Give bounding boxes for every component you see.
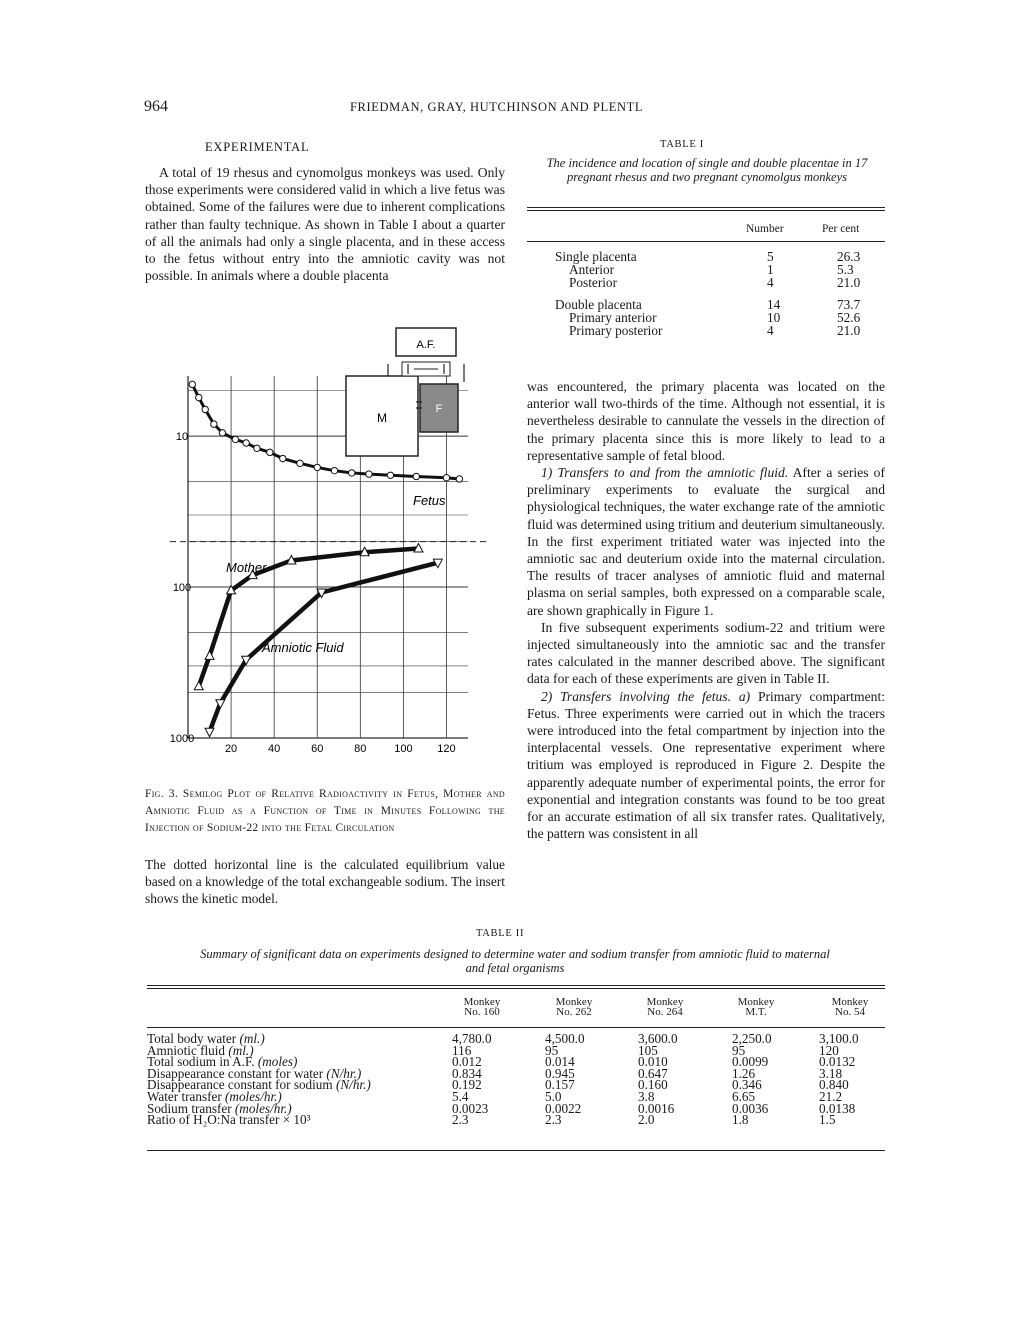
paragraph-heading: 1) Transfers to and from the amniotic fluid. xyxy=(541,465,789,481)
table-2-cell: 116 xyxy=(452,1042,472,1058)
table-2-cell: 1.8 xyxy=(732,1112,749,1128)
data-point-circle xyxy=(202,406,208,412)
data-point-circle xyxy=(219,430,225,436)
table-2-rule xyxy=(147,1150,885,1151)
table-2-cell: 0.647 xyxy=(638,1065,668,1081)
table-row xyxy=(555,324,897,337)
table-2-column-header xyxy=(635,997,695,1017)
table-2-cell: 2.3 xyxy=(545,1112,562,1128)
table-2-cell: 2.0 xyxy=(638,1112,655,1128)
row-label-text: Disappearance constant for water xyxy=(147,1065,324,1081)
data-point-circle xyxy=(189,381,195,387)
inset-af-label: A.F. xyxy=(416,339,436,351)
table-2-cell: 4,500.0 xyxy=(545,1031,585,1046)
header-line: Monkey xyxy=(831,996,869,1008)
data-point-circle xyxy=(387,472,393,478)
table-2-cell: 0.346 xyxy=(732,1077,762,1093)
table-2-cell: 5.4 xyxy=(452,1089,469,1104)
table-2-cell: 0.0016 xyxy=(638,1100,675,1116)
header-line: No. 264 xyxy=(647,1006,683,1018)
table-2-cell: 95 xyxy=(545,1042,559,1058)
paragraph: was encountered, the primary placenta was located on the anterior wall two-thirds of the time. Although not essential, it is nevertheless desirable to cannulate the vessels in the direction of the primary placenta since this is more likely to lead to a representative sample of fetal blood. xyxy=(527,379,885,463)
x-tick-label: 120 xyxy=(437,743,456,755)
amniotic-fluid-label: Amniotic Fluid xyxy=(262,640,344,655)
data-point-circle xyxy=(366,471,372,477)
table-2-cell: 21.2 xyxy=(819,1089,843,1104)
table-2-cell: 0.0022 xyxy=(545,1100,582,1116)
table-2-cell: 0.0036 xyxy=(732,1100,769,1116)
table-2-column-header xyxy=(820,997,880,1017)
data-point-circle xyxy=(280,455,286,461)
table-1-title: TABLE I xyxy=(660,139,705,150)
paragraph-transfers-fetus xyxy=(527,688,885,843)
table-row xyxy=(555,276,897,289)
table-2-cell: 0.014 xyxy=(545,1054,575,1070)
figure-3-semilog-plot xyxy=(170,326,500,774)
table-2-row-label xyxy=(147,1114,311,1126)
paragraph-heading: 2) Transfers involving the fetus. xyxy=(541,688,732,704)
paragraph-subheading: a) xyxy=(738,688,751,704)
table-cell-label: Single placenta xyxy=(555,249,637,264)
figure-caption: Fig. 3. Semilog Plot of Relative Radioactivity in Fetus, Mother and Amniotic Fluid as a Function of Time in Minutes Following the Injection of Sodium-22 into the Fetal Circulation xyxy=(145,788,505,834)
table-2-cell: 3.18 xyxy=(819,1065,843,1081)
table-1-rule xyxy=(527,210,885,211)
table-1 xyxy=(555,250,897,337)
table-2-cell: 0.012 xyxy=(452,1054,482,1070)
paragraph: In five subsequent experiments sodium-22 and tritium were injected simultaneously into the amniotic sac and the transfer rates calculated in the manner described above. The significant data for each of these experiments are given in Table II. xyxy=(527,619,885,687)
data-point-circle xyxy=(314,464,320,470)
header-line: No. 262 xyxy=(556,1006,592,1018)
header-line: Monkey xyxy=(646,996,684,1008)
table-2-cell: 3,600.0 xyxy=(638,1031,678,1046)
table-2-cell: 2.3 xyxy=(452,1112,469,1128)
table-1-col-percent: Per cent xyxy=(822,223,860,235)
header-line: Monkey xyxy=(737,996,775,1008)
x-tick-label: 60 xyxy=(311,743,324,755)
table-2-cell: 3.8 xyxy=(638,1089,655,1104)
table-2-rule xyxy=(147,985,885,986)
data-point-circle xyxy=(443,474,449,480)
data-point-circle xyxy=(297,460,303,466)
table-2-rule xyxy=(147,1027,885,1028)
table-1-rule xyxy=(527,241,885,242)
table-2-cell: 0.0138 xyxy=(819,1100,856,1116)
table-cell-label: Anterior xyxy=(569,262,615,277)
table-2-cell: 4,780.0 xyxy=(452,1031,492,1046)
data-point-circle xyxy=(232,436,238,442)
table-2-cell: 0.010 xyxy=(638,1054,668,1070)
table-2-cell: 6.65 xyxy=(732,1089,756,1104)
table-2-cell: 1.26 xyxy=(732,1065,756,1081)
data-point-circle xyxy=(348,470,354,476)
table-2-cell: 120 xyxy=(819,1042,839,1058)
row-label-text: Ratio of H₂O:Na transfer × 10³ xyxy=(147,1112,311,1128)
data-point-triangle-down xyxy=(205,728,214,737)
inset-m-label: M xyxy=(377,411,387,425)
table-2-column-header xyxy=(726,997,786,1017)
data-point-circle xyxy=(254,445,260,451)
table-2-caption: Summary of significant data on experiments designed to determine water and sodium transfer from amniotic fluid to maternal and fetal organisms xyxy=(200,947,830,975)
table-2-column-header xyxy=(452,997,512,1017)
table-2-cell: 3,100.0 xyxy=(819,1031,859,1046)
table-1-col-number: Number xyxy=(746,223,784,235)
table-cell-percent: 26.3 xyxy=(837,249,861,264)
row-unit: (N/hr.) xyxy=(326,1065,362,1081)
table-2-cell: 0.0132 xyxy=(819,1054,856,1070)
table-2-cell: 0.160 xyxy=(638,1077,668,1093)
row-unit: (moles/hr.) xyxy=(225,1089,282,1104)
header-line: Monkey xyxy=(555,996,593,1008)
row-label-text: Water transfer xyxy=(147,1089,222,1104)
table-2-cell: 0.157 xyxy=(545,1077,575,1093)
table-cell-percent: 52.6 xyxy=(837,310,861,325)
table-2-cell: 0.0023 xyxy=(452,1100,489,1116)
row-unit: (N/hr.) xyxy=(335,1077,371,1093)
row-unit: (ml.) xyxy=(239,1031,265,1046)
row-unit: (moles/hr.) xyxy=(234,1100,292,1116)
row-label-text: Amniotic fluid xyxy=(147,1042,226,1058)
inset-f-label: F xyxy=(435,403,443,415)
row-label-text: Total sodium in A.F. xyxy=(147,1054,255,1070)
x-tick-label: 20 xyxy=(224,743,238,755)
running-header-authors: FRIEDMAN, GRAY, HUTCHINSON AND PLENTL xyxy=(350,100,644,114)
data-point-circle xyxy=(331,467,337,473)
header-line: Monkey xyxy=(463,996,501,1008)
table-2-cell: 0.840 xyxy=(819,1077,849,1093)
table-cell-number: 10 xyxy=(767,310,781,325)
row-label-text: Sodium transfer xyxy=(147,1100,232,1116)
table-2-cell: 2,250.0 xyxy=(732,1031,772,1046)
header-line: No. 54 xyxy=(835,1006,865,1018)
table-cell-label: Double placenta xyxy=(555,297,642,312)
table-2-column-header xyxy=(544,997,604,1017)
table-cell-number: 4 xyxy=(767,275,774,290)
table-cell-percent: 21.0 xyxy=(837,275,861,290)
table-cell-percent: 5.3 xyxy=(837,262,854,277)
y-tick-label: 1000 xyxy=(170,733,195,745)
table-cell-number: 1 xyxy=(767,262,774,277)
table-2-cell: 0.192 xyxy=(452,1077,482,1093)
right-column-text xyxy=(527,378,885,842)
data-point-circle xyxy=(456,476,462,482)
table-1-rule xyxy=(527,207,885,208)
row-unit: (ml.) xyxy=(228,1042,254,1058)
table-2-cell: 0.945 xyxy=(545,1065,575,1081)
table-cell-number: 5 xyxy=(767,249,774,264)
y-tick-label: 10 xyxy=(175,431,189,444)
header-line: No. 160 xyxy=(464,1006,500,1018)
table-cell-label: Primary posterior xyxy=(569,323,663,338)
fetus-label: Fetus xyxy=(413,493,446,508)
table-2-cell: 95 xyxy=(732,1042,746,1058)
table-cell-label: Posterior xyxy=(569,275,618,290)
paragraph-text: A total of 19 rhesus and cynomolgus monkeys was used. Only those experiments were considered valid in which a live fetus was obtained. Some of the failures were due to inherent complications rather than faulty technique. As shown in Table I about a quarter of all the animals had only a single placenta, and in these access to the fetus without entry into the amniotic cavity was not possible. In animals where a double placenta xyxy=(145,165,505,284)
table-cell-number: 4 xyxy=(767,323,774,338)
table-1-caption: The incidence and location of single and double placentae in 17 pregnant rhesus and two pregnant cynomolgus monkeys xyxy=(546,156,868,184)
table-2-title: TABLE II xyxy=(476,928,525,939)
paragraph-text: After a series of preliminary experiments to evaluate the surgical and physiological techniques, the water exchange rate of the amniotic fluid was determined using tritium and deuterium simultaneously. In the first experiment tritiated water was injected into the amniotic sac and deuterium oxide into the maternal circulation. The results of tracer analyses of amniotic fluid and maternal plasma on serial samples, both expressed on a comparable scale, are shown graphically in Figure 1. xyxy=(527,465,885,618)
table-2-cell: 105 xyxy=(638,1042,658,1058)
data-point-circle xyxy=(211,421,217,427)
figure-note: The dotted horizontal line is the calculated equilibrium value based on a knowledge of the total exchangeable sodium. The insert shows the kinetic model. xyxy=(145,857,505,906)
row-label-text: Total body water xyxy=(147,1031,237,1046)
table-2-cell: 0.834 xyxy=(452,1065,482,1081)
paragraph-text: Primary compartment: Fetus. Three experiments were carried out in which the tracers were introduced into the fetal compartment by injection into the interplacental vessels. One representative experiment where tritium was employed is reproduced in Figure 2. Despite the apparently adequate number of experimental points, the error for exponential and integration constants was found to be too great for an accurate estimation of all six transfer rates. Qualitatively, the pattern was consistent in all xyxy=(527,688,886,842)
data-point-circle xyxy=(243,440,249,446)
x-tick-label: 100 xyxy=(394,743,413,755)
table-2-cell: 0.0099 xyxy=(732,1054,769,1070)
section-title: EXPERIMENTAL xyxy=(205,140,310,154)
table-cell-label: Primary anterior xyxy=(569,310,657,325)
data-point-circle xyxy=(267,449,273,455)
table-2-cell: 1.5 xyxy=(819,1112,836,1128)
table-2-header-row xyxy=(0,997,1020,1023)
x-tick-label: 80 xyxy=(354,743,367,755)
data-point-circle xyxy=(196,394,202,400)
table-2-cell: 5.0 xyxy=(545,1089,562,1104)
data-point-circle xyxy=(413,473,419,479)
x-tick-label: 40 xyxy=(268,743,281,755)
table-2-rule xyxy=(147,988,885,989)
table-2-body xyxy=(0,1033,1020,1143)
table-cell-number: 14 xyxy=(767,297,781,312)
experimental-paragraph xyxy=(145,164,505,284)
table-cell-percent: 73.7 xyxy=(837,297,861,312)
paragraph-transfers-amniotic xyxy=(527,464,885,619)
header-line: M.T. xyxy=(745,1006,767,1018)
table-row xyxy=(555,289,897,311)
table-cell-percent: 21.0 xyxy=(837,323,861,338)
y-tick-label: 100 xyxy=(172,582,192,595)
mother-label: Mother xyxy=(226,560,267,575)
row-label-text: Disappearance constant for sodium xyxy=(147,1077,333,1093)
plot-tick-labels xyxy=(170,431,456,755)
row-unit: (moles) xyxy=(257,1054,298,1070)
page-number: 964 xyxy=(144,98,168,115)
